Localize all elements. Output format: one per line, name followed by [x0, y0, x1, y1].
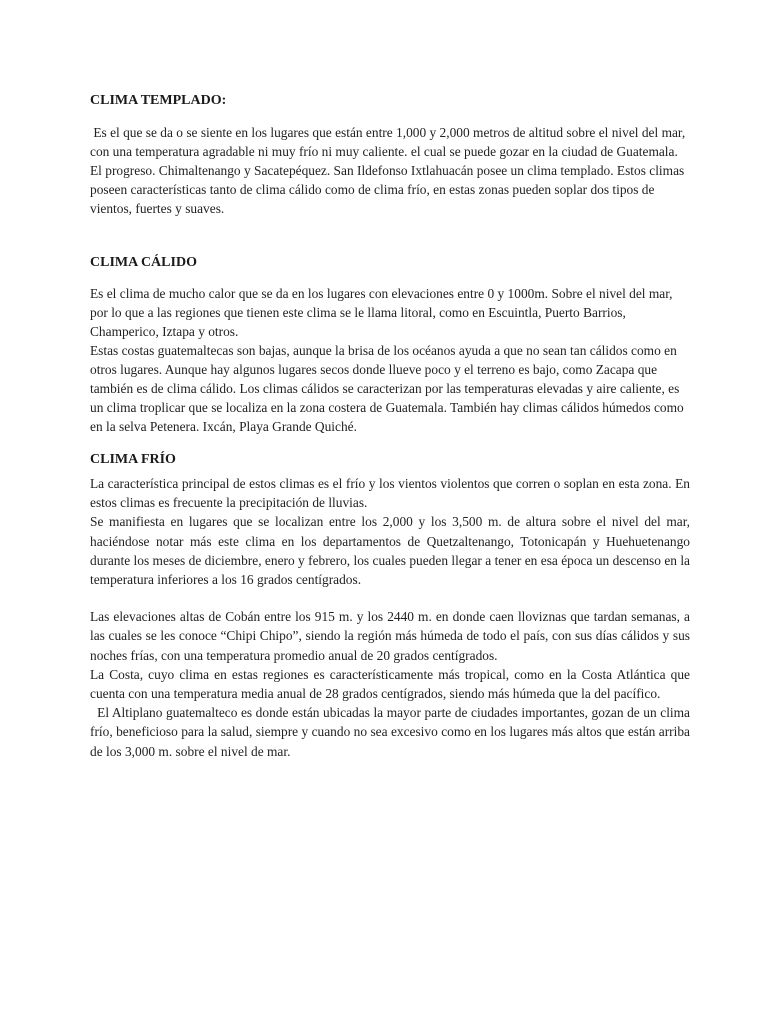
document-page	[90, 92, 694, 761]
paragraph: Se manifiesta en lugares que se localizan entre los 2,000 y los 3,500 m. de altura sobre el nivel del mar, haciéndose notar más este clima en los departamentos de Quetzaltenango, Totonicapán y Huehuetenango durante los meses de diciembre, enero y febrero, los cuales pueden llegar a tener en esa época un descenso en la temperatura inferiores a los 16 grados centígrados.	[90, 514, 690, 588]
section-clima-calido	[90, 254, 690, 436]
paragraph: Estas costas guatemaltecas son bajas, aunque la brisa de los océanos ayuda a que no sean tan cálidos como en otros lugares. Aunque hay algunos lugares secos donde llueve poco y el terreno es bajo, como Zacapa que también es de clima cálido. Los climas cálidos se caracterizan por las temperaturas elevadas y aire caliente, es un clima troplicar que se localiza en la zona costera de Guatemala. También hay climas cálidos húmedos como en la selva Petenera. Ixcán, Playa Grande Quiché.	[90, 343, 684, 434]
paragraph: Es el que se da o se siente en los lugares que están entre 1,000 y 2,000 metros de altitud sobre el nivel del mar, con una temperatura agradable ni muy frío ni muy caliente. el cual se puede gozar en la ciudad de Guatemala. El progreso. Chimaltenango y Sacatepéquez. San Ildefonso Ixtlahuacán posee un clima templado. Estos climas poseen características tanto de clima cálido como de clima frío, en estas zonas pueden soplar dos tipos de vientos, fuertes y suaves.	[90, 125, 689, 216]
section-clima-frio	[90, 451, 694, 761]
section-title: CLIMA CÁLIDO	[90, 255, 197, 270]
paragraph: La característica principal de estos climas es el frío y los vientos violentos que corren o soplan en esta zona. En estos climas es frecuente la precipitación de lluvias.	[90, 476, 690, 511]
section-title: CLIMA TEMPLADO:	[90, 93, 227, 108]
section-clima-templado	[90, 92, 690, 218]
paragraph: Es el clima de mucho calor que se da en los lugares con elevaciones entre 0 y 1000m. Sobre el nivel del mar, por lo que a las regiones que tienen este clima se le llama litoral, como en Escuintla, Puerto Barrios, Champerico, Iztapa y otros.	[90, 286, 673, 339]
paragraph: Las elevaciones altas de Cobán entre los 915 m. y los 2440 m. en donde caen lloviznas que tardan semanas, a las cuales se les conoce “Chipi Chipo”, siendo la región más húmeda de todo el país, con sus días cálidos y sus noches frías, con una temperatura promedio anual de 20 grados centígrados.	[90, 609, 690, 663]
section-title: CLIMA FRÍO	[90, 452, 176, 467]
paragraph: El Altiplano guatemalteco es donde están ubicadas la mayor parte de ciudades importantes, gozan de un clima frío, beneficioso para la salud, siempre y cuando no sea excesivo como en los lugares más altos que están arriba de los 3,000 m. sobre el nivel de mar.	[90, 705, 694, 759]
paragraph-spacer	[90, 589, 690, 607]
paragraph: La Costa, cuyo clima en estas regiones es característicamente más tropical, como en la Costa Atlántica que cuenta con una temperatura media anual de 28 grados centígrados, siendo más húmeda que la del pacífico.	[90, 666, 690, 702]
